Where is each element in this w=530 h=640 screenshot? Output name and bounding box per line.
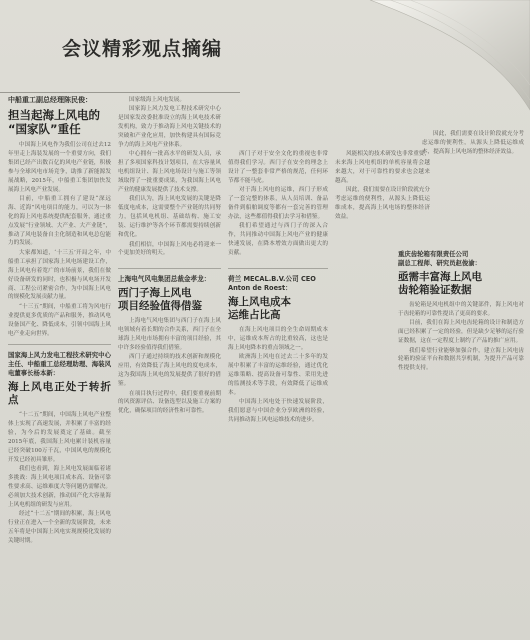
column-divider — [118, 268, 221, 269]
column-2 — [118, 96, 221, 636]
article1-paragraph: 中国海上风电作为我们公司在过去12年里走上海装发展的一个重要方向，我们集团已经产出数百亿的风电产业链，积极参与全球风电市场竞争，助推了新能源发展战略，2015年，中船重工集团加快发展海上风电产业发展。 — [8, 142, 111, 193]
article1-paragraph: “十三五”期间，中船重工将为风电行业提供更多优质的产品和服务，推动风电设备国产化、降低成本，引领中国海上风电产业走向世界。 — [8, 303, 111, 337]
article7-paragraph: 风能相关的技术研发也非常重要，未来海上风电机组的单机容量将会越来越大，对于可靠性的要求也会越来越高。 — [335, 151, 430, 184]
article2-kicker: 国家海上风力发电工程技术研究中心主任、中船重工总经理助理、海装风电董事长杨本新： — [8, 351, 111, 378]
column-divider — [8, 344, 111, 345]
article3-paragraph: 我们认为，海上风电发展的关键是降低度电成本，这需要整个产业链的共同努力，包括风电机组、基础结构、施工安装、运行维护等各个环节都需要持续创新和优化。 — [118, 196, 221, 239]
article2-headline: 海上风电正处于转折点 — [8, 381, 111, 407]
article5-paragraph: 对于海上风电的运维，西门子形成了一套完整的体系，从人员培训、备品备件到船舶调度等都有一套完善的管理办法，这些都值得我们去学习和借鉴。 — [228, 187, 328, 220]
article1-kicker: 中船重工副总经理陈民俊： — [8, 96, 92, 104]
article8-paragraph: 我们希望行业能够加强合作，建立海上风电齿轮箱的验证平台和数据共享机制，为提升产品可靠性提供支持。 — [398, 347, 524, 372]
article6-paragraph: 欧洲海上风电在过去二十多年的发展中积累了丰富的运维经验，通过优化运维策略、提高设备可靠性、采用先进的监测技术等手段，有效降低了运维成本。 — [228, 354, 328, 396]
article4-paragraph: 在项目执行过程中，我们要重视前期的风资源评估、设备选型以及施工方案的优化，确保项目的经济性和可靠性。 — [118, 390, 221, 415]
article4-paragraph: 上海电气风电集团与西门子在海上风电领域有着长期的合作关系，西门子在全球海上风电市场拥有丰富的项目经验，其中许多经验值得我们借鉴。 — [118, 318, 221, 352]
title-rule — [0, 92, 240, 93]
article8-headline: 亟需丰富海上风电 齿轮箱验证数据 — [398, 271, 482, 296]
article6-headline: 海上风电成本 运维占比高 — [228, 295, 291, 321]
article4-kicker: 上海电气风电集团总裁金孝龙： — [118, 275, 211, 284]
article3-paragraph: 国家级海上风电发展。 — [129, 97, 185, 103]
article6-paragraph: 在海上风电项目的全生命周期成本中，运维成本所占的比重较高，这也是海上风电降本的重点领域之一。 — [228, 326, 328, 351]
article2-paragraph: “十二五”期间，中国海上风电产业整体上实现了高速发展，并积累了丰富的经验，为今后的发展奠定了基础。截至2015年底，我国海上风电累计装机容量已经突破100万千瓦，中国风电的规模化开发已经初具雏形。 — [8, 412, 111, 463]
article8-paragraph: 目前，我们在海上风电齿轮箱的设计和制造方面已经积累了一定的经验，但是缺少足够的运行验证数据，这在一定程度上制约了产品的推广应用。 — [398, 320, 524, 345]
page-title: 会议精彩观点摘编 — [62, 38, 223, 60]
article8-paragraph: 齿轮箱是风电机组中的关键部件，海上风电对于齿轮箱的可靠性提出了更高的要求。 — [398, 302, 524, 317]
article7-paragraph: 因此，我们需要在设计阶段就充分考虑运维的便利性，从源头上降低运维成本，提高海上风电场的整体经济效益。 — [335, 187, 430, 220]
article8-intro: 因此，我们需要在设计阶段就充分考虑运维的便利性，从源头上降低运维成本，提高海上风电场的整体经济效益。 — [422, 131, 524, 155]
column-3 — [228, 150, 328, 636]
article3-paragraph: 国家海上风力发电工程技术研究中心是国家发改委批准设立的海上风电技术研发机构，致力于推动海上风电关键技术的突破和产业化应用，加快构建具有国际竞争力的海上风电产业体系。 — [118, 106, 221, 149]
article8-block — [398, 250, 524, 636]
article6-kicker: 荷兰 MECAL.B.V.公司 CEO Anton de Roest： — [228, 274, 316, 292]
article4-paragraph: 西门子通过持续的技术创新和规模化应用，有效降低了海上风电的度电成本，这为我国海上风电的发展提供了很好的借鉴。 — [118, 354, 221, 388]
article4-headline: 西门子海上风电 项目经验值得借鉴 — [118, 287, 202, 313]
article3-paragraph: 中心拥有一批高水平的研发人员，承担了多项国家科技计划项目，在大容量风电机组设计、海上风电场设计与施工等领域取得了一批重要成果，为我国海上风电产业的健康发展提供了技术支撑。 — [118, 151, 221, 194]
page-curl-decoration — [330, 0, 530, 120]
article1-headline: 担当起海上风电的 “国家队”重任 — [8, 108, 100, 136]
article1-paragraph: 大家都知道，‘十三五’开局之年，中船重工承担了国家海上风电场建设工作，海上风电有着宽广的市场前景，我们在做好设备研发的同时，也积极与风电场开发商、工程公司紧密合作，为中国海上风电的规模化发展贡献力量。 — [8, 249, 111, 301]
article2-paragraph: 经过“十二五”期间的积累，海上风电行业正在进入一个全新的发展阶段，未来五年将是中国海上风电实现规模化发展的关键时期。 — [8, 511, 111, 545]
article6-paragraph: 中国海上风电处于快速发展阶段，我们愿意与中国企业分享欧洲的经验，共同推动海上风电运维技术的进步。 — [228, 399, 328, 423]
column-divider — [228, 268, 328, 269]
article2-paragraph: 我们也看到，海上风电发展面临着诸多挑战：海上风电项目成本高、设备可靠性要求高、运维难度大等问题仍需解决。必须加大技术创新，推动国产化大容量海上风电机组的研发与应用。 — [8, 466, 111, 508]
article8-kicker: 重庆齿轮箱有限责任公司 副总工程师、研究员赵俊渝： — [398, 250, 482, 267]
article5-paragraph: 西门子对于安全文化的重视也非常值得我们学习。西门子在安全的理念上设计了一整套非常严格的规范，任何环节都不能马虎。 — [228, 151, 328, 184]
article1-paragraph: 目前，中船重工拥有了建设“深远海、近海”风电项目的能力，可以为一体化的海上风电系统提供配套服务，通过重点发展“行业领域、大产业、大产业链”，推动了风电装备自主化制造和风电总包能力的发展。 — [8, 195, 111, 247]
column-1 — [8, 96, 111, 636]
article5-paragraph: 我们希望通过与西门子的深入合作，共同推动中国海上风电产业的健康快速发展，在降本增效方面做出更大的贡献。 — [228, 223, 328, 256]
article3-paragraph: 我们相信，中国海上风电必将迎来一个更加美好的明天。 — [118, 241, 221, 257]
